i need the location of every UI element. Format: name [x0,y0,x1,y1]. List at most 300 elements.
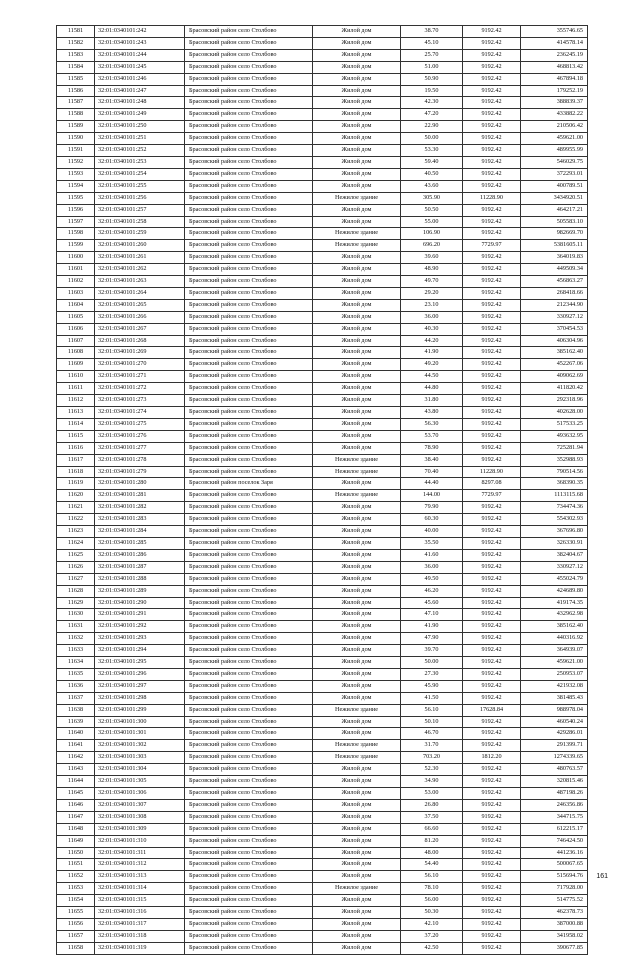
cell-row-number: 11592 [57,156,95,168]
cell-row-number: 11626 [57,561,95,573]
cell-row-number: 11652 [57,871,95,883]
cell-unit-value: 9192.42 [463,383,521,395]
table-row [57,561,588,573]
cell-cadastral-value: 734474.36 [521,502,588,514]
cell-cadastral-number: 32:01:0340101:312 [95,859,185,871]
cell-address: Брасовский район село Столбово [185,216,313,228]
cell-row-number: 11584 [57,61,95,73]
cell-row-number: 11589 [57,121,95,133]
table-row [57,133,588,145]
cell-address: Брасовский район село Столбово [185,764,313,776]
cell-address: Брасовский район село Столбово [185,561,313,573]
cell-address: Брасовский район село Столбово [185,49,313,61]
table-row [57,299,588,311]
cell-row-number: 11619 [57,478,95,490]
cell-cadastral-number: 32:01:0340101:291 [95,609,185,621]
cell-row-number: 11646 [57,799,95,811]
cell-address: Брасовский район село Столбово [185,85,313,97]
cell-unit-value: 9192.42 [463,133,521,145]
cell-unit-value: 9192.42 [463,942,521,954]
cell-cadastral-number: 32:01:0340101:318 [95,930,185,942]
cell-address: Брасовский район село Столбово [185,752,313,764]
table-row [57,323,588,335]
cell-unit-value: 9192.42 [463,823,521,835]
cell-unit-value: 9192.42 [463,299,521,311]
cell-cadastral-number: 32:01:0340101:271 [95,371,185,383]
cell-row-number: 11599 [57,240,95,252]
cell-area: 49.50 [401,573,463,585]
cell-unit-value: 11228.90 [463,466,521,478]
cell-area: 41.60 [401,549,463,561]
cell-cadastral-value: 487198.26 [521,788,588,800]
cell-address: Брасовский район село Столбово [185,597,313,609]
cell-unit-value: 9192.42 [463,454,521,466]
cell-unit-value: 9192.42 [463,883,521,895]
table-row [57,692,588,704]
cell-cadastral-number: 32:01:0340101:257 [95,204,185,216]
cell-area: 49.70 [401,276,463,288]
cell-object-type: Жилой дом [313,847,401,859]
cell-object-type: Жилой дом [313,180,401,192]
table-row [57,395,588,407]
cell-row-number: 11624 [57,537,95,549]
cell-address: Брасовский район село Столбово [185,716,313,728]
cell-area: 48.90 [401,264,463,276]
cell-cadastral-value: 368390.35 [521,478,588,490]
cell-cadastral-value: 489955.99 [521,145,588,157]
cell-cadastral-value: 432962.98 [521,609,588,621]
cell-object-type: Жилой дом [313,716,401,728]
cell-cadastral-value: 717928.00 [521,883,588,895]
cell-area: 60.30 [401,514,463,526]
cell-object-type: Жилой дом [313,442,401,454]
cell-cadastral-value: 433882.22 [521,109,588,121]
cell-row-number: 11601 [57,264,95,276]
cell-area: 44.80 [401,383,463,395]
cell-address: Брасовский район село Столбово [185,97,313,109]
cell-area: 51.00 [401,61,463,73]
cell-area: 56.10 [401,871,463,883]
cell-unit-value: 9192.42 [463,371,521,383]
cell-cadastral-value: 409062.69 [521,371,588,383]
cell-object-type: Жилой дом [313,478,401,490]
cell-row-number: 11636 [57,680,95,692]
cell-unit-value: 7729.97 [463,490,521,502]
cell-unit-value: 9192.42 [463,621,521,633]
cell-address: Брасовский район село Столбово [185,776,313,788]
cell-object-type: Жилой дом [313,264,401,276]
cell-address: Брасовский район село Столбово [185,799,313,811]
table-row [57,526,588,538]
cell-object-type: Жилой дом [313,728,401,740]
table-row [57,407,588,419]
cell-cadastral-number: 32:01:0340101:315 [95,895,185,907]
cell-object-type: Жилой дом [313,633,401,645]
cell-address: Брасовский район село Столбово [185,323,313,335]
cell-area: 37.50 [401,811,463,823]
cell-cadastral-number: 32:01:0340101:270 [95,359,185,371]
cell-area: 47.90 [401,633,463,645]
cell-cadastral-number: 32:01:0340101:319 [95,942,185,954]
cell-cadastral-number: 32:01:0340101:243 [95,37,185,49]
cell-area: 23.10 [401,299,463,311]
cell-unit-value: 9192.42 [463,407,521,419]
cell-area: 44.50 [401,371,463,383]
cell-object-type: Жилой дом [313,216,401,228]
cell-unit-value: 9192.42 [463,430,521,442]
cell-row-number: 11604 [57,299,95,311]
cell-address: Брасовский район село Столбово [185,133,313,145]
cell-cadastral-number: 32:01:0340101:250 [95,121,185,133]
cell-object-type: Жилой дом [313,788,401,800]
cell-row-number: 11598 [57,228,95,240]
cell-cadastral-number: 32:01:0340101:309 [95,823,185,835]
cell-object-type: Нежилое здание [313,228,401,240]
cell-cadastral-number: 32:01:0340101:248 [95,97,185,109]
cell-address: Брасовский район село Столбово [185,395,313,407]
cell-cadastral-number: 32:01:0340101:260 [95,240,185,252]
cell-row-number: 11631 [57,621,95,633]
cell-address: Брасовский район село Столбово [185,37,313,49]
cell-address: Брасовский район село Столбово [185,942,313,954]
cell-cadastral-number: 32:01:0340101:282 [95,502,185,514]
cell-row-number: 11647 [57,811,95,823]
table-row [57,156,588,168]
cell-cadastral-number: 32:01:0340101:287 [95,561,185,573]
cell-row-number: 11612 [57,395,95,407]
cell-address: Брасовский район село Столбово [185,145,313,157]
cell-address: Брасовский район село Столбово [185,299,313,311]
cell-object-type: Жилой дом [313,918,401,930]
cell-area: 42.30 [401,97,463,109]
cell-unit-value: 9192.42 [463,442,521,454]
cell-unit-value: 9192.42 [463,740,521,752]
cell-row-number: 11595 [57,192,95,204]
cell-address: Брасовский район село Столбово [185,704,313,716]
cell-area: 81.20 [401,835,463,847]
cell-cadastral-number: 32:01:0340101:311 [95,847,185,859]
cell-object-type: Нежилое здание [313,752,401,764]
cell-address: Брасовский район село Столбово [185,430,313,442]
cell-cadastral-value: 517533.25 [521,418,588,430]
cell-row-number: 11596 [57,204,95,216]
cell-area: 106.90 [401,228,463,240]
cell-cadastral-value: 402628.00 [521,407,588,419]
cell-area: 56.00 [401,895,463,907]
cell-cadastral-number: 32:01:0340101:249 [95,109,185,121]
cell-object-type: Жилой дом [313,26,401,38]
cell-area: 59.40 [401,156,463,168]
cell-cadastral-value: 421932.08 [521,680,588,692]
cell-cadastral-number: 32:01:0340101:251 [95,133,185,145]
cell-cadastral-number: 32:01:0340101:273 [95,395,185,407]
cadastral-value-table [56,25,588,955]
cell-unit-value: 9192.42 [463,811,521,823]
cell-object-type: Нежилое здание [313,704,401,716]
cell-area: 34.90 [401,776,463,788]
table-row [57,145,588,157]
cell-cadastral-number: 32:01:0340101:262 [95,264,185,276]
cell-unit-value: 9192.42 [463,585,521,597]
table-row [57,859,588,871]
cell-cadastral-value: 554302.93 [521,514,588,526]
cell-cadastral-number: 32:01:0340101:280 [95,478,185,490]
cell-cadastral-value: 390677.85 [521,942,588,954]
cell-row-number: 11656 [57,918,95,930]
cell-object-type: Жилой дом [313,930,401,942]
cell-object-type: Нежилое здание [313,454,401,466]
cell-object-type: Жилой дом [313,621,401,633]
table-row [57,73,588,85]
cell-area: 45.10 [401,37,463,49]
cell-cadastral-number: 32:01:0340101:314 [95,883,185,895]
cell-unit-value: 9192.42 [463,264,521,276]
table-row [57,371,588,383]
table-row [57,752,588,764]
cell-unit-value: 9192.42 [463,514,521,526]
cell-row-number: 11611 [57,383,95,395]
cell-cadastral-value: 388839.37 [521,97,588,109]
cell-row-number: 11617 [57,454,95,466]
cell-cadastral-value: 546029.75 [521,156,588,168]
cell-object-type: Жилой дом [313,597,401,609]
cell-cadastral-value: 330927.12 [521,311,588,323]
cell-address: Брасовский район село Столбово [185,918,313,930]
cell-cadastral-value: 367696.80 [521,526,588,538]
cell-unit-value: 9192.42 [463,156,521,168]
cell-cadastral-number: 32:01:0340101:279 [95,466,185,478]
cell-area: 31.70 [401,740,463,752]
cell-cadastral-number: 32:01:0340101:275 [95,418,185,430]
cell-row-number: 11610 [57,371,95,383]
cell-object-type: Жилой дом [313,371,401,383]
cell-cadastral-number: 32:01:0340101:306 [95,788,185,800]
cell-object-type: Жилой дом [313,335,401,347]
cell-address: Брасовский район село Столбово [185,883,313,895]
cell-row-number: 11628 [57,585,95,597]
cell-object-type: Жилой дом [313,85,401,97]
cell-row-number: 11640 [57,728,95,740]
cell-area: 27.30 [401,668,463,680]
cell-cadastral-number: 32:01:0340101:259 [95,228,185,240]
cell-object-type: Жилой дом [313,97,401,109]
cell-row-number: 11608 [57,347,95,359]
cell-cadastral-number: 32:01:0340101:310 [95,835,185,847]
cell-row-number: 11622 [57,514,95,526]
cell-area: 36.00 [401,311,463,323]
cell-area: 44.20 [401,335,463,347]
cell-area: 53.70 [401,430,463,442]
table-row [57,466,588,478]
cell-object-type: Нежилое здание [313,883,401,895]
cell-object-type: Жилой дом [313,859,401,871]
cell-cadastral-number: 32:01:0340101:296 [95,668,185,680]
cell-object-type: Жилой дом [313,692,401,704]
cell-area: 53.00 [401,788,463,800]
cell-unit-value: 9192.42 [463,716,521,728]
cell-cadastral-value: 612215.17 [521,823,588,835]
cell-address: Брасовский район поселок Заря [185,478,313,490]
cell-area: 50.10 [401,716,463,728]
cell-unit-value: 9192.42 [463,728,521,740]
table-row [57,549,588,561]
cell-address: Брасовский район село Столбово [185,109,313,121]
table-row [57,788,588,800]
cell-area: 26.80 [401,799,463,811]
table-row [57,26,588,38]
cell-object-type: Жилой дом [313,526,401,538]
cell-row-number: 11649 [57,835,95,847]
cell-row-number: 11657 [57,930,95,942]
cell-unit-value: 9192.42 [463,871,521,883]
cell-unit-value: 9192.42 [463,311,521,323]
cell-row-number: 11606 [57,323,95,335]
cell-address: Брасовский район село Столбово [185,930,313,942]
cell-address: Брасовский район село Столбово [185,311,313,323]
cell-cadastral-number: 32:01:0340101:281 [95,490,185,502]
table-row [57,192,588,204]
cell-unit-value: 9192.42 [463,216,521,228]
cell-unit-value: 9192.42 [463,645,521,657]
table-row [57,621,588,633]
cell-cadastral-value: 292318.96 [521,395,588,407]
cell-row-number: 11630 [57,609,95,621]
cell-cadastral-number: 32:01:0340101:246 [95,73,185,85]
cell-object-type: Жилой дом [313,657,401,669]
cell-cadastral-value: 514775.52 [521,895,588,907]
cell-unit-value: 9192.42 [463,228,521,240]
cell-area: 52.30 [401,764,463,776]
table-row [57,573,588,585]
cell-unit-value: 9192.42 [463,918,521,930]
cell-object-type: Жилой дом [313,776,401,788]
cell-object-type: Жилой дом [313,311,401,323]
cell-object-type: Жилой дом [313,359,401,371]
cell-object-type: Жилой дом [313,895,401,907]
cell-unit-value: 11228.90 [463,192,521,204]
cell-unit-value: 9192.42 [463,418,521,430]
table-row [57,276,588,288]
cell-address: Брасовский район село Столбово [185,383,313,395]
table-row [57,85,588,97]
cell-cadastral-number: 32:01:0340101:285 [95,537,185,549]
cell-cadastral-number: 32:01:0340101:265 [95,299,185,311]
table-row [57,121,588,133]
cell-cadastral-number: 32:01:0340101:258 [95,216,185,228]
cell-cadastral-number: 32:01:0340101:300 [95,716,185,728]
cell-address: Брасовский район село Столбово [185,276,313,288]
cell-cadastral-value: 400789.51 [521,180,588,192]
cell-area: 43.60 [401,180,463,192]
cell-cadastral-value: 268418.66 [521,287,588,299]
cell-row-number: 11591 [57,145,95,157]
cell-object-type: Жилой дом [313,907,401,919]
cell-cadastral-value: 385162.40 [521,347,588,359]
cell-unit-value: 9192.42 [463,835,521,847]
cell-area: 46.20 [401,585,463,597]
cell-cadastral-value: 341958.02 [521,930,588,942]
cell-cadastral-value: 414578.14 [521,37,588,49]
table-row [57,418,588,430]
cell-address: Брасовский район село Столбово [185,680,313,692]
cell-row-number: 11620 [57,490,95,502]
cell-row-number: 11633 [57,645,95,657]
cell-row-number: 11654 [57,895,95,907]
cell-unit-value: 9192.42 [463,788,521,800]
cell-object-type: Жилой дом [313,811,401,823]
table-row [57,204,588,216]
table-row [57,502,588,514]
table-row [57,657,588,669]
cell-unit-value: 9192.42 [463,252,521,264]
table-row [57,811,588,823]
table-row [57,585,588,597]
cell-address: Брасовский район село Столбово [185,73,313,85]
table-row [57,180,588,192]
cell-row-number: 11621 [57,502,95,514]
cell-cadastral-value: 459621.00 [521,657,588,669]
cell-row-number: 11643 [57,764,95,776]
cell-cadastral-number: 32:01:0340101:245 [95,61,185,73]
cell-address: Брасовский район село Столбово [185,668,313,680]
table-row [57,716,588,728]
table-row [57,847,588,859]
cell-cadastral-number: 32:01:0340101:253 [95,156,185,168]
cell-cadastral-number: 32:01:0340101:317 [95,918,185,930]
cell-cadastral-number: 32:01:0340101:247 [95,85,185,97]
cell-row-number: 11605 [57,311,95,323]
cell-address: Брасовский район село Столбово [185,835,313,847]
cell-address: Брасовский район село Столбово [185,526,313,538]
cell-object-type: Жилой дом [313,145,401,157]
cell-cadastral-value: 210506.42 [521,121,588,133]
table-row [57,704,588,716]
cell-unit-value: 9192.42 [463,549,521,561]
table-row [57,645,588,657]
cell-address: Брасовский район село Столбово [185,823,313,835]
cell-cadastral-value: 480763.57 [521,764,588,776]
cell-object-type: Жилой дом [313,49,401,61]
cell-area: 78.10 [401,883,463,895]
cell-cadastral-number: 32:01:0340101:269 [95,347,185,359]
cell-area: 49.20 [401,359,463,371]
cell-cadastral-number: 32:01:0340101:302 [95,740,185,752]
cell-object-type: Жилой дом [313,680,401,692]
cell-object-type: Нежилое здание [313,466,401,478]
cell-cadastral-value: 493632.95 [521,430,588,442]
cell-cadastral-value: 406304.96 [521,335,588,347]
cell-area: 39.60 [401,252,463,264]
cell-cadastral-number: 32:01:0340101:301 [95,728,185,740]
cell-row-number: 11650 [57,847,95,859]
cell-address: Брасовский район село Столбово [185,347,313,359]
cell-row-number: 11593 [57,168,95,180]
cell-cadastral-value: 364019.83 [521,252,588,264]
cell-row-number: 11653 [57,883,95,895]
cell-address: Брасовский район село Столбово [185,168,313,180]
cell-address: Брасовский район село Столбово [185,514,313,526]
table-row [57,537,588,549]
cell-cadastral-value: 429286.01 [521,728,588,740]
table-row [57,609,588,621]
cell-area: 53.30 [401,145,463,157]
cell-unit-value: 9192.42 [463,121,521,133]
cell-address: Брасовский район село Столбово [185,621,313,633]
cell-address: Брасовский район село Столбово [185,788,313,800]
cell-cadastral-value: 179252.19 [521,85,588,97]
cell-object-type: Жилой дом [313,204,401,216]
cell-unit-value: 9192.42 [463,633,521,645]
